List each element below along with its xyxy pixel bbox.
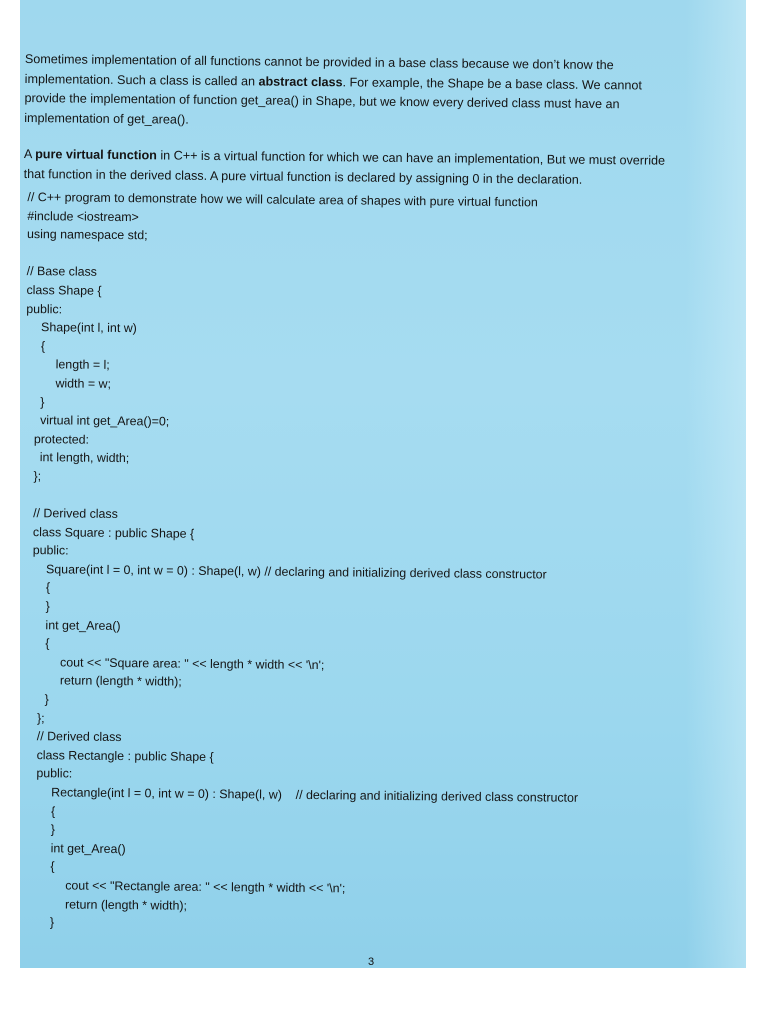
page-number: 3 <box>368 956 375 968</box>
para2-text-start: A <box>23 146 36 162</box>
code-line: { <box>45 636 50 651</box>
code-line: { <box>50 859 55 874</box>
code-line: width = w; <box>55 376 112 391</box>
code-line: #include <iostream> <box>27 208 139 224</box>
code-line: } <box>50 822 56 837</box>
code-line: int length, width; <box>39 450 130 466</box>
code-line: public: <box>36 766 73 781</box>
code-line: return (length * width); <box>59 673 182 690</box>
code-line: class Rectangle : public Shape { <box>36 747 214 764</box>
code-line: int get_Area() <box>50 841 126 856</box>
code-line: }; <box>33 469 42 484</box>
abstract-class-term: abstract class <box>258 73 343 89</box>
para2-text-end: in C++ is a virtual function for which we can have an implementation, But we must override that function in the derived class. A pure virtual function is declared by assigning 0 in the declaration. <box>23 148 666 187</box>
pure-virtual-term: pure virtual function <box>35 147 157 163</box>
code-line: // C++ program to demonstrate how we will calculate area of shapes with pure virtual function <box>27 190 538 210</box>
page-content <box>20 50 685 939</box>
code-line: class Shape { <box>26 282 102 298</box>
para1-text-start: Sometimes implementation of all functions cannot be provided in a base class because we don’t know the implementation. Such a class is called an <box>24 51 614 88</box>
code-line: { <box>45 580 51 595</box>
code-line: } <box>40 394 45 409</box>
code-line: } <box>45 599 50 614</box>
code-line: int get_Area() <box>45 617 121 633</box>
code-line: class Square : public Shape { <box>32 524 195 541</box>
code-line: length = l; <box>55 357 110 373</box>
code-line: public: <box>32 543 69 558</box>
code-line: } <box>49 915 55 930</box>
code-line: public: <box>26 301 63 316</box>
code-line: virtual int get_Area()=0; <box>40 413 170 429</box>
paragraph-abstract-class <box>24 50 685 135</box>
code-line: protected: <box>33 431 90 447</box>
code-line: }; <box>36 710 45 725</box>
code-line: Square(int l = 0, int w = 0) : Shape(l, w) // declaring and initializing derived class constructor <box>45 562 547 582</box>
code-line: { <box>50 803 56 818</box>
code-line: cout << "Rectangle area: " << length * width << '\n'; <box>65 878 346 896</box>
code-line: // Derived class <box>33 506 118 522</box>
code-line: } <box>44 692 49 707</box>
code-line: // Base class <box>26 264 98 280</box>
document-page <box>20 0 746 968</box>
code-line: { <box>40 338 46 353</box>
code-line: return (length * width); <box>64 897 188 913</box>
paragraph-pure-virtual <box>24 145 684 191</box>
code-line: using namespace std; <box>26 227 148 243</box>
code-listing <box>20 188 684 939</box>
para1-text-end: . For example, the Shape be a base class. We cannot provide the implementation of function get_area() in Shape, but we know every derived class must have an implementation of get_area(). <box>24 74 642 127</box>
code-line: Rectangle(int l = 0, int w = 0) : Shape(l, w) // declaring and initializing derived class constructor <box>51 785 579 805</box>
page-margin <box>0 968 768 1024</box>
code-line: // Derived class <box>36 729 122 745</box>
code-line: Shape(int l, int w) <box>41 320 137 336</box>
code-line: cout << "Square area: " << length * width << '\n'; <box>60 655 325 673</box>
